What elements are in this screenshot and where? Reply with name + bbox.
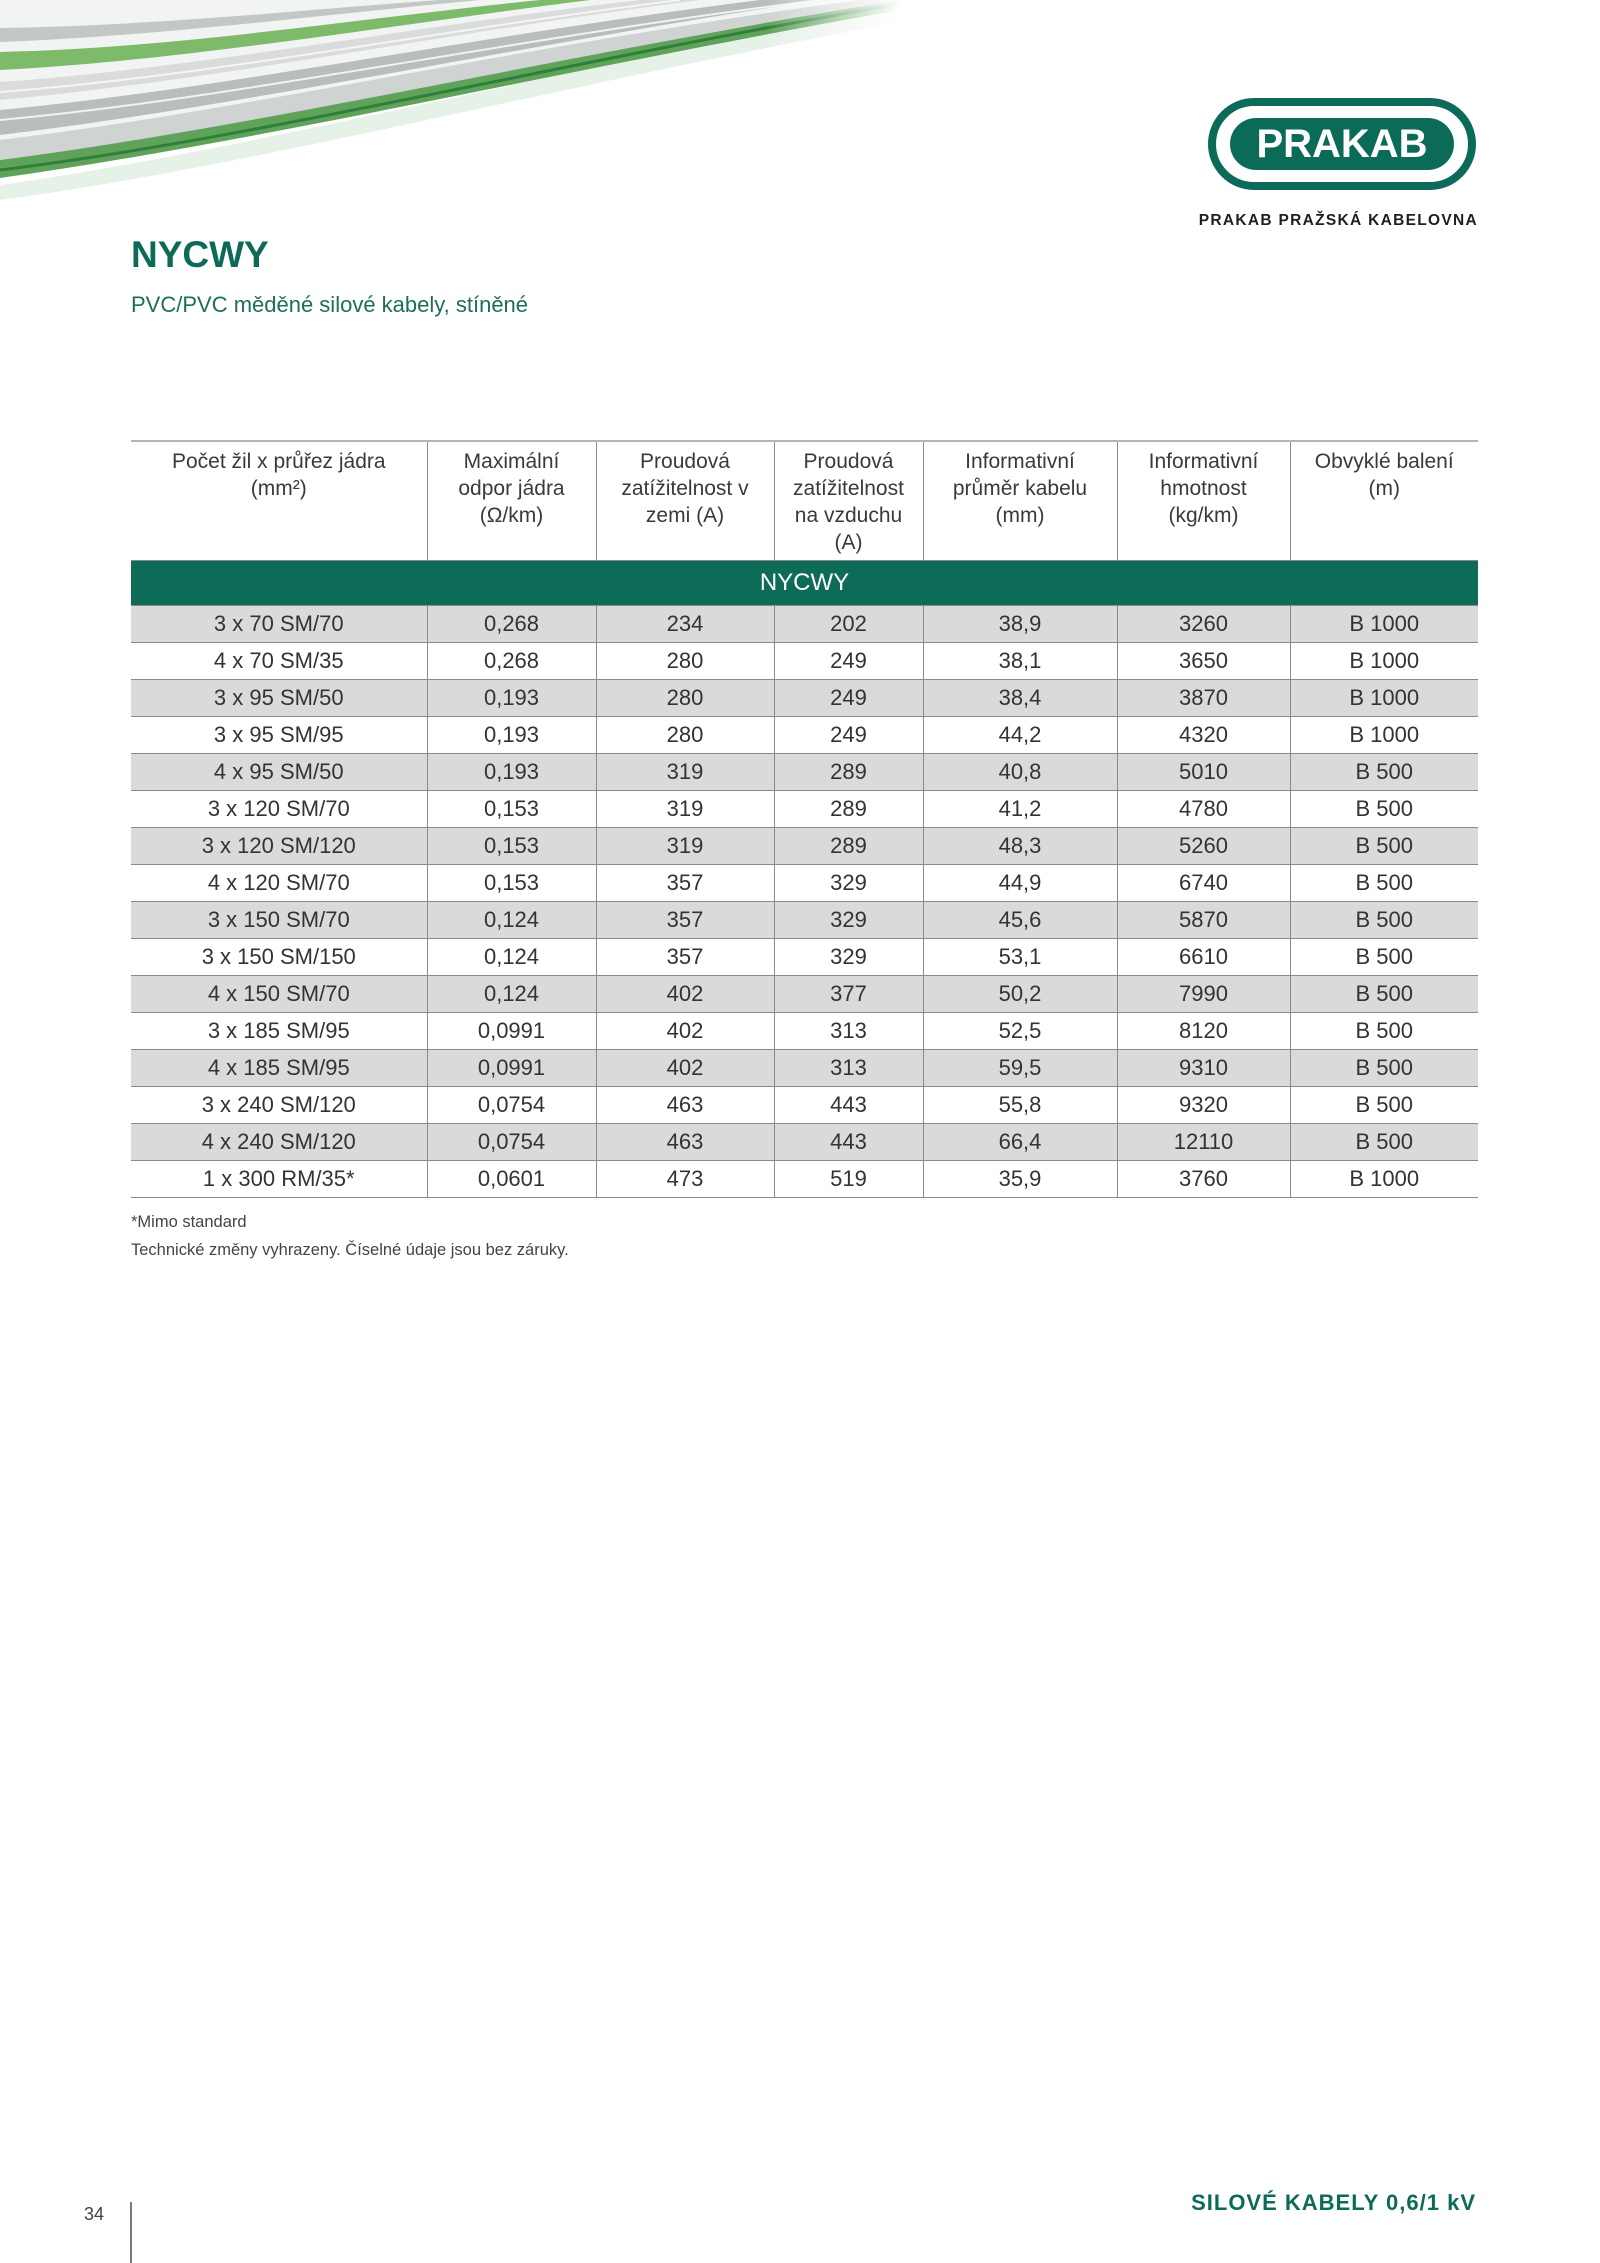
column-header-line: Maximální — [463, 450, 560, 473]
table-cell: 443 — [774, 1087, 923, 1124]
table-row — [131, 865, 1478, 902]
table-cell: 0,0991 — [427, 1050, 596, 1087]
section-footer: SILOVÉ KABELY 0,6/1 kV — [1191, 2190, 1476, 2215]
table-cell: 38,9 — [923, 606, 1117, 643]
table-row — [131, 1124, 1478, 1161]
table-cell: 402 — [596, 1050, 774, 1087]
table-cell: B 500 — [1290, 865, 1478, 902]
table-cell: 0,153 — [427, 865, 596, 902]
table-cell: 202 — [774, 606, 923, 643]
page-subtitle: PVC/PVC měděné silové kabely, stíněné — [131, 292, 529, 317]
column-header-line: (m) — [1368, 477, 1400, 500]
table-cell: 519 — [774, 1161, 923, 1198]
table-cell: 5260 — [1117, 828, 1290, 865]
table-cell: 234 — [596, 606, 774, 643]
table-cell: 3760 — [1117, 1161, 1290, 1198]
column-header-line: (mm) — [995, 504, 1045, 527]
column-header-line: zemi (A) — [645, 504, 725, 527]
table-cell: B 500 — [1290, 976, 1478, 1013]
column-header-line: (mm²) — [250, 477, 307, 500]
column-header-line: hmotnost — [1160, 477, 1247, 500]
table-row — [131, 828, 1478, 865]
table-cell: 319 — [596, 828, 774, 865]
table-row — [131, 1161, 1478, 1198]
table-cell: 3 x 120 SM/70 — [131, 791, 427, 828]
table-cell: B 500 — [1290, 754, 1478, 791]
table-notes — [131, 1208, 569, 1264]
table-cell: 52,5 — [923, 1013, 1117, 1050]
table-cell: 5010 — [1117, 754, 1290, 791]
table-cell: 4 x 70 SM/35 — [131, 643, 427, 680]
table-cell: 313 — [774, 1013, 923, 1050]
table-cell: 1 x 300 RM/35* — [131, 1161, 427, 1198]
table-cell: 3870 — [1117, 680, 1290, 717]
table-cell: B 1000 — [1290, 1161, 1478, 1198]
table-cell: 3 x 95 SM/95 — [131, 717, 427, 754]
table-row — [131, 976, 1478, 1013]
table-cell: 443 — [774, 1124, 923, 1161]
table-row — [131, 1087, 1478, 1124]
table-cell: 55,8 — [923, 1087, 1117, 1124]
table-cell: 48,3 — [923, 828, 1117, 865]
table-row — [131, 1050, 1478, 1087]
column-header-line: Informativní — [965, 450, 1075, 473]
table-cell: 357 — [596, 865, 774, 902]
table-cell: 3 x 240 SM/120 — [131, 1087, 427, 1124]
column-header-line: odpor jádra — [458, 477, 565, 500]
table-cell: 280 — [596, 680, 774, 717]
table-cell: B 1000 — [1290, 643, 1478, 680]
table-cell: 0,0754 — [427, 1087, 596, 1124]
table-cell: 3 x 120 SM/120 — [131, 828, 427, 865]
table-cell: 329 — [774, 865, 923, 902]
table-cell: 280 — [596, 643, 774, 680]
column-header-1 — [131, 441, 427, 561]
table-row — [131, 939, 1478, 976]
column-header-7 — [1290, 441, 1478, 561]
column-header-line: (Ω/km) — [479, 504, 544, 527]
column-header-line: průměr kabelu — [952, 477, 1088, 500]
table-cell: B 1000 — [1290, 680, 1478, 717]
table-cell: B 500 — [1290, 828, 1478, 865]
table-cell: 463 — [596, 1087, 774, 1124]
table-cell: 357 — [596, 939, 774, 976]
table-cell: 3260 — [1117, 606, 1290, 643]
table-cell: 38,4 — [923, 680, 1117, 717]
column-header-2 — [427, 441, 596, 561]
table-cell: 0,124 — [427, 939, 596, 976]
column-header-3 — [596, 441, 774, 561]
table-cell: 319 — [596, 791, 774, 828]
table-cell: 6740 — [1117, 865, 1290, 902]
column-header-line: Proudová — [640, 450, 730, 473]
page-title: NYCWY — [131, 234, 269, 275]
table-cell: 9310 — [1117, 1050, 1290, 1087]
table-cell: 44,2 — [923, 717, 1117, 754]
group-band-row — [131, 561, 1478, 606]
table-cell: 4320 — [1117, 717, 1290, 754]
table-cell: B 500 — [1290, 902, 1478, 939]
table-row — [131, 754, 1478, 791]
column-header-line: (kg/km) — [1168, 504, 1239, 527]
table-cell: 4 x 185 SM/95 — [131, 1050, 427, 1087]
table-cell: 289 — [774, 754, 923, 791]
table-cell: 8120 — [1117, 1013, 1290, 1050]
table-cell: 3 x 150 SM/150 — [131, 939, 427, 976]
table-cell: B 1000 — [1290, 606, 1478, 643]
table-cell: 41,2 — [923, 791, 1117, 828]
table-cell: 0,153 — [427, 791, 596, 828]
table-cell: 9320 — [1117, 1087, 1290, 1124]
table-cell: 249 — [774, 643, 923, 680]
table-cell: 53,1 — [923, 939, 1117, 976]
table-cell: 7990 — [1117, 976, 1290, 1013]
page-number: 34 — [84, 2204, 105, 2224]
table-cell: 280 — [596, 717, 774, 754]
disclaimer: Technické změny vyhrazeny. Číselné údaje jsou bez záruky. — [131, 1241, 569, 1259]
table-row — [131, 902, 1478, 939]
table-cell: 44,9 — [923, 865, 1117, 902]
page-divider — [130, 2202, 132, 2263]
column-header-line: Informativní — [1148, 450, 1259, 473]
table-cell: B 500 — [1290, 1050, 1478, 1087]
table-cell: 4 x 150 SM/70 — [131, 976, 427, 1013]
table-cell: 377 — [774, 976, 923, 1013]
table-cell: 0,193 — [427, 754, 596, 791]
table-row — [131, 606, 1478, 643]
table-cell: 3650 — [1117, 643, 1290, 680]
table-cell: 463 — [596, 1124, 774, 1161]
cable-spec-table — [131, 440, 1478, 1198]
group-band-label: NYCWY — [131, 561, 1478, 606]
table-row — [131, 717, 1478, 754]
column-header-5 — [923, 441, 1117, 561]
table-cell: 6610 — [1117, 939, 1290, 976]
table-row — [131, 791, 1478, 828]
table-cell: 35,9 — [923, 1161, 1117, 1198]
table-cell: 4 x 240 SM/120 — [131, 1124, 427, 1161]
table-cell: 0,0991 — [427, 1013, 596, 1050]
table-header-row — [131, 441, 1478, 561]
table-row — [131, 680, 1478, 717]
table-cell: 289 — [774, 828, 923, 865]
svg-text:PRAKAB: PRAKAB — [1256, 122, 1428, 166]
column-header-line: (A) — [834, 531, 863, 554]
table-cell: 329 — [774, 902, 923, 939]
table-cell: 3 x 150 SM/70 — [131, 902, 427, 939]
table-cell: 0,0754 — [427, 1124, 596, 1161]
table-row — [131, 643, 1478, 680]
table-cell: 4780 — [1117, 791, 1290, 828]
table-cell: 4 x 120 SM/70 — [131, 865, 427, 902]
table-cell: 3 x 70 SM/70 — [131, 606, 427, 643]
table-cell: 0,268 — [427, 643, 596, 680]
column-header-6 — [1117, 441, 1290, 561]
company-name: PRAKAB PRAŽSKÁ KABELOVNA — [1198, 212, 1478, 229]
cable-banner-image — [0, 0, 900, 200]
column-header-line: zatížitelnost — [793, 477, 904, 500]
footnote: *Mimo standard — [131, 1213, 247, 1231]
table-cell: 357 — [596, 902, 774, 939]
table-cell: 12110 — [1117, 1124, 1290, 1161]
table-cell: 3 x 95 SM/50 — [131, 680, 427, 717]
table-cell: 402 — [596, 1013, 774, 1050]
table-cell: 0,153 — [427, 828, 596, 865]
table-cell: 5870 — [1117, 902, 1290, 939]
prakab-logo — [1208, 98, 1476, 190]
table-row — [131, 1013, 1478, 1050]
table-cell: 66,4 — [923, 1124, 1117, 1161]
table-cell: 50,2 — [923, 976, 1117, 1013]
table-cell: B 500 — [1290, 1013, 1478, 1050]
column-header-line: zatížitelnost v — [621, 477, 749, 500]
table-cell: 0,268 — [427, 606, 596, 643]
table-cell: 4 x 95 SM/50 — [131, 754, 427, 791]
table-cell: 0,193 — [427, 680, 596, 717]
table-cell: 45,6 — [923, 902, 1117, 939]
table-cell: 40,8 — [923, 754, 1117, 791]
table-cell: 38,1 — [923, 643, 1117, 680]
table-cell: 3 x 185 SM/95 — [131, 1013, 427, 1050]
table-cell: 59,5 — [923, 1050, 1117, 1087]
column-header-4 — [774, 441, 923, 561]
table-cell: 313 — [774, 1050, 923, 1087]
table-cell: 0,0601 — [427, 1161, 596, 1198]
column-header-line: Počet žil x průřez jádra — [171, 450, 386, 473]
table-cell: 0,124 — [427, 976, 596, 1013]
column-header-line: Proudová — [803, 450, 894, 473]
table-cell: B 500 — [1290, 1124, 1478, 1161]
table-cell: 0,193 — [427, 717, 596, 754]
table-cell: B 500 — [1290, 1087, 1478, 1124]
table-cell: B 500 — [1290, 939, 1478, 976]
table-cell: B 1000 — [1290, 717, 1478, 754]
table-cell: 249 — [774, 717, 923, 754]
table-cell: 402 — [596, 976, 774, 1013]
table-cell: B 500 — [1290, 791, 1478, 828]
column-header-line: na vzduchu — [794, 504, 903, 527]
table-cell: 249 — [774, 680, 923, 717]
table-cell: 329 — [774, 939, 923, 976]
table-cell: 0,124 — [427, 902, 596, 939]
table-cell: 319 — [596, 754, 774, 791]
column-header-line: Obvyklé balení — [1314, 450, 1454, 473]
table-cell: 473 — [596, 1161, 774, 1198]
table-cell: 289 — [774, 791, 923, 828]
